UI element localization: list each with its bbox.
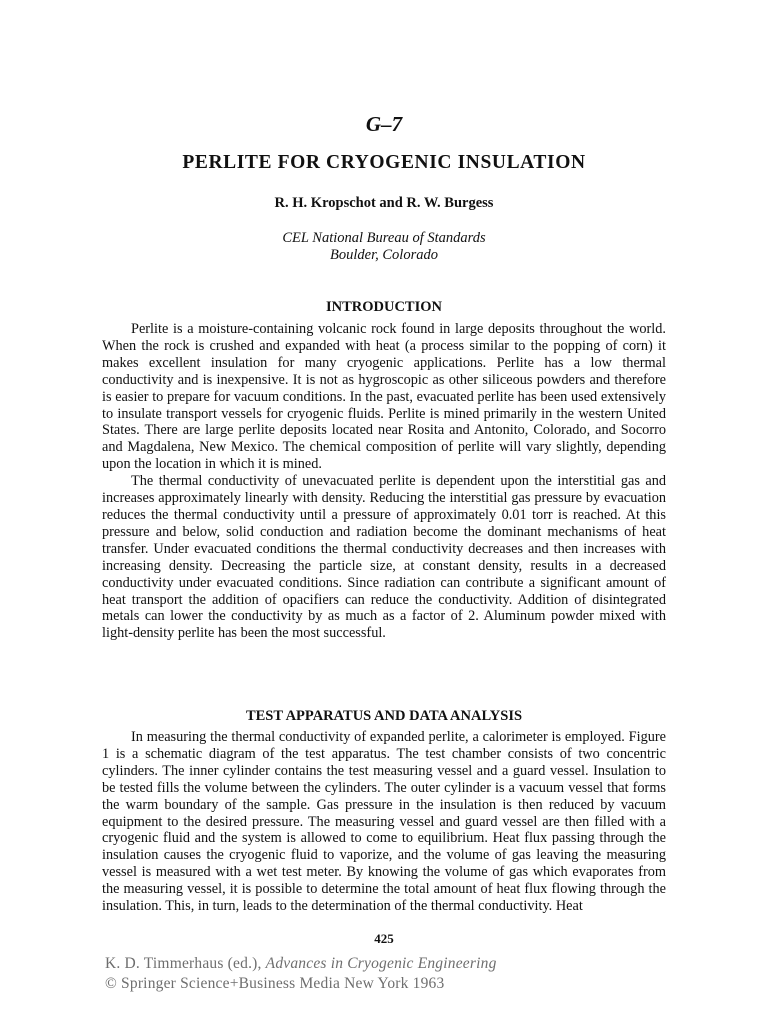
paper-authors: R. H. Kropschot and R. W. Burgess	[274, 195, 494, 211]
citation-footer	[105, 954, 497, 994]
section-heading-test-apparatus: TEST APPARATUS AND DATA ANALYSIS	[245, 708, 523, 724]
paragraph: The thermal conductivity of unevacuated perlite is dependent upon the interstitial gas and increases approximately linearly with density. Reducing the interstitial gas pressure by evacuation reduces the thermal conductivity until a pressure of approximately 0.01 torr is reached. At this pressure and below, solid conduction and radiation become the dominant mechanisms of heat transfer. Under evacuated conditions the thermal conductivity decreases and then increases with increasing density. Decreasing the particle size, at constant density, results in a decreased conductivity under evacuated conditions. Since radiation can contribute a significant amount of heat transport the addition of opacifiers can reduce the conductivity. Addition of disintegrated metals can lower the conductivity by as much as a factor of 2. Aluminum powder mixed with light-density perlite has been the most successful.	[102, 473, 666, 642]
paper-title: PERLITE FOR CRYOGENIC INSULATION	[182, 152, 586, 173]
citation-line-2: © Springer Science+Business Media New York 1963	[105, 975, 445, 992]
page-number: 425	[374, 931, 394, 946]
citation-line-1	[105, 954, 497, 974]
affiliation-location: Boulder, Colorado	[330, 247, 438, 263]
citation-editor: K. D. Timmerhaus (ed.),	[105, 955, 266, 972]
paragraph: In measuring the thermal conductivity of expanded perlite, a calorimeter is employed. Figure 1 is a schematic diagram of the test apparatus. The test chamber consists of two concentric cylinders. The inner cylinder contains the test measuring vessel and a guard vessel. Insulation to be tested fills the volume between the cylinders. The outer cylinder is a vacuum vessel that forms the warm boundary of the sample. Gas pressure in the insulation is then reduced by vacuum equipment to the desired pressure. The measuring vessel and guard vessel are then filled with a cryogenic fluid and the system is allowed to come to equilibrium. Heat flux passing through the insulation causes the cryogenic fluid to vaporize, and the volume of gas leaving the measuring vessel is measured with a wet test meter. By knowing the volume of gas which evaporates from the measuring vessel, it is possible to determine the total amount of heat flux flowing through the insulation. This, in turn, leads to the determination of the thermal conductivity. Heat	[102, 729, 666, 915]
section-body-introduction	[102, 321, 666, 642]
paragraph: Perlite is a moisture-containing volcanic rock found in large deposits throughout the world. When the rock is crushed and expanded with heat (a process similar to the popping of corn) it makes excellent insulation for many cryogenic applications. Perlite has a low thermal conductivity and is inexpensive. It is not as hygroscopic as other siliceous powders and therefore is easier to prepare for vacuum conditions. In the past, evacuated perlite has been used extensively to insulate transport vessels for cryogenic fluids. Perlite is mined primarily in the western United States. There are large perlite deposits located near Rosita and Antonito, Colorado, and Socorro and Magdalena, New Mexico. The chemical composition of perlite will vary slightly, depending upon the location in which it is mined.	[102, 321, 666, 473]
citation-book-title: Advances in Cryogenic Engineering	[265, 955, 497, 972]
section-heading-introduction: INTRODUCTION	[325, 299, 442, 315]
section-body-test-apparatus	[102, 729, 666, 915]
affiliation-institution: CEL National Bureau of Standards	[282, 230, 486, 246]
paper-id: G–7	[365, 112, 403, 136]
author-affiliation	[0, 230, 768, 264]
